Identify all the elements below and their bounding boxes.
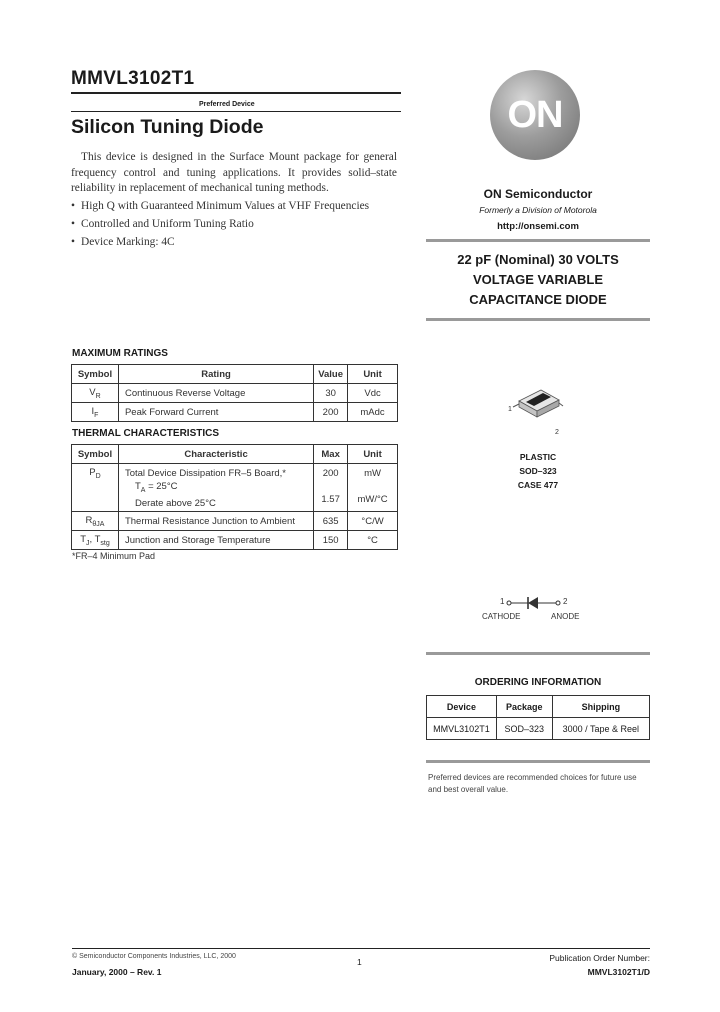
package-pin-2-label: 2 bbox=[555, 429, 559, 436]
column-header: Unit bbox=[348, 445, 398, 464]
sidebar-rule bbox=[426, 239, 650, 242]
package-pin-1-label: 1 bbox=[508, 406, 512, 413]
ordering-table bbox=[426, 695, 650, 740]
sod323-package-illustration bbox=[505, 383, 575, 438]
header-rule-top bbox=[71, 92, 401, 94]
unit-cell: °C bbox=[348, 531, 398, 550]
device-description: This device is designed in the Surface Mount package for general frequency control and tuning applications. It provides solid–state reliability in replacement of mechanical tuning methods. bbox=[71, 151, 397, 194]
table-header-row bbox=[427, 696, 650, 718]
shipping-cell: 3000 / Tape & Reel bbox=[552, 718, 649, 740]
package-info: PLASTIC SOD–323 CASE 477 bbox=[517, 452, 559, 490]
value-cell: 30 bbox=[314, 384, 348, 403]
publication-number: MMVL3102T1/D bbox=[587, 967, 650, 977]
ordering-heading: ORDERING INFORMATION bbox=[474, 677, 602, 688]
table-header-row bbox=[72, 365, 398, 384]
max-cell: 200 1.57 bbox=[314, 464, 348, 512]
column-header: Value bbox=[314, 365, 348, 384]
characteristic-cell: Thermal Resistance Junction to Ambient bbox=[118, 512, 313, 531]
preferred-device-label: Preferred Device bbox=[199, 101, 255, 108]
feature-item: • High Q with Guaranteed Minimum Values at VHF Frequencies bbox=[71, 197, 401, 215]
revision-date: January, 2000 – Rev. 1 bbox=[72, 967, 162, 977]
anode-label: ANODE bbox=[551, 612, 580, 621]
header-rule-mid bbox=[71, 111, 401, 112]
unit-cell: mAdc bbox=[348, 403, 398, 422]
diode-symbol bbox=[506, 595, 561, 611]
symbol-cell: $I_F$ bbox=[72, 403, 119, 422]
maximum-ratings-heading: MAXIMUM RATINGS bbox=[72, 348, 168, 359]
unit-cell: mW mW/°C bbox=[348, 464, 398, 512]
table-row bbox=[72, 384, 398, 403]
column-header: Characteristic bbox=[118, 445, 313, 464]
footer-rule bbox=[72, 948, 650, 949]
page-title: Silicon Tuning Diode bbox=[71, 116, 264, 138]
unit-cell: °C/W bbox=[348, 512, 398, 531]
thermal-heading: THERMAL CHARACTERISTICS bbox=[72, 428, 220, 439]
table-row bbox=[72, 464, 398, 512]
table-row bbox=[72, 531, 398, 550]
device-cell: MMVL3102T1 bbox=[427, 718, 497, 740]
column-header: Unit bbox=[348, 365, 398, 384]
thermal-table bbox=[71, 444, 398, 550]
characteristic-cell: Total Device Dissipation FR–5 Board,* $T_A = 25^\circ C$ Derate above 25°C bbox=[118, 464, 313, 512]
symbol-cell: $T_J$, $T_{stg}$ bbox=[72, 531, 119, 550]
copyright-text: © Semiconductor Components Industries, LLC, 2000 bbox=[72, 953, 236, 960]
package-cell: SOD–323 bbox=[496, 718, 552, 740]
page-number: 1 bbox=[357, 957, 362, 967]
unit-cell: Vdc bbox=[348, 384, 398, 403]
maximum-ratings-table bbox=[71, 364, 398, 422]
schematic-pin-2: 2 bbox=[563, 597, 568, 606]
product-headline: 22 pF (Nominal) 30 VOLTS VOLTAGE VARIABLE CAPACITANCE DIODE bbox=[457, 252, 619, 307]
column-header: Symbol bbox=[72, 445, 119, 464]
sidebar-rule bbox=[426, 318, 650, 321]
max-cell: 150 bbox=[314, 531, 348, 550]
symbol-cell: $P_D$ bbox=[72, 464, 119, 512]
sidebar-rule bbox=[426, 760, 650, 763]
column-header: Package bbox=[496, 696, 552, 718]
column-header: Max bbox=[314, 445, 348, 464]
sidebar-rule bbox=[426, 652, 650, 655]
symbol-cell: $V_R$ bbox=[72, 384, 119, 403]
thermal-footnote: *FR–4 Minimum Pad bbox=[72, 551, 156, 561]
company-name: ON Semiconductor bbox=[483, 187, 593, 201]
table-row bbox=[72, 403, 398, 422]
feature-list bbox=[71, 197, 401, 251]
symbol-cell: $R_{\theta JA}$ bbox=[72, 512, 119, 531]
rating-cell: Peak Forward Current bbox=[118, 403, 313, 422]
table-header-row bbox=[72, 445, 398, 464]
feature-item: • Controlled and Uniform Tuning Ratio bbox=[71, 215, 401, 233]
part-number: MMVL3102T1 bbox=[71, 68, 195, 89]
publication-label: Publication Order Number: bbox=[549, 953, 650, 963]
cathode-label: CATHODE bbox=[482, 612, 521, 621]
table-row bbox=[427, 718, 650, 740]
company-formerly: Formerly a Division of Motorola bbox=[479, 205, 597, 215]
column-header: Device bbox=[427, 696, 497, 718]
feature-item: • Device Marking: 4C bbox=[71, 233, 401, 251]
rating-cell: Continuous Reverse Voltage bbox=[118, 384, 313, 403]
preferred-devices-note: Preferred devices are recommended choices for future use and best overall value. bbox=[428, 773, 637, 794]
schematic-pin-1: 1 bbox=[500, 597, 505, 606]
column-header: Shipping bbox=[552, 696, 649, 718]
max-cell: 635 bbox=[314, 512, 348, 531]
value-cell: 200 bbox=[314, 403, 348, 422]
on-logo: ON bbox=[490, 70, 580, 160]
characteristic-cell: Junction and Storage Temperature bbox=[118, 531, 313, 550]
website-link[interactable]: http://onsemi.com bbox=[497, 221, 579, 232]
column-header: Symbol bbox=[72, 365, 119, 384]
column-header: Rating bbox=[118, 365, 313, 384]
table-row bbox=[72, 512, 398, 531]
